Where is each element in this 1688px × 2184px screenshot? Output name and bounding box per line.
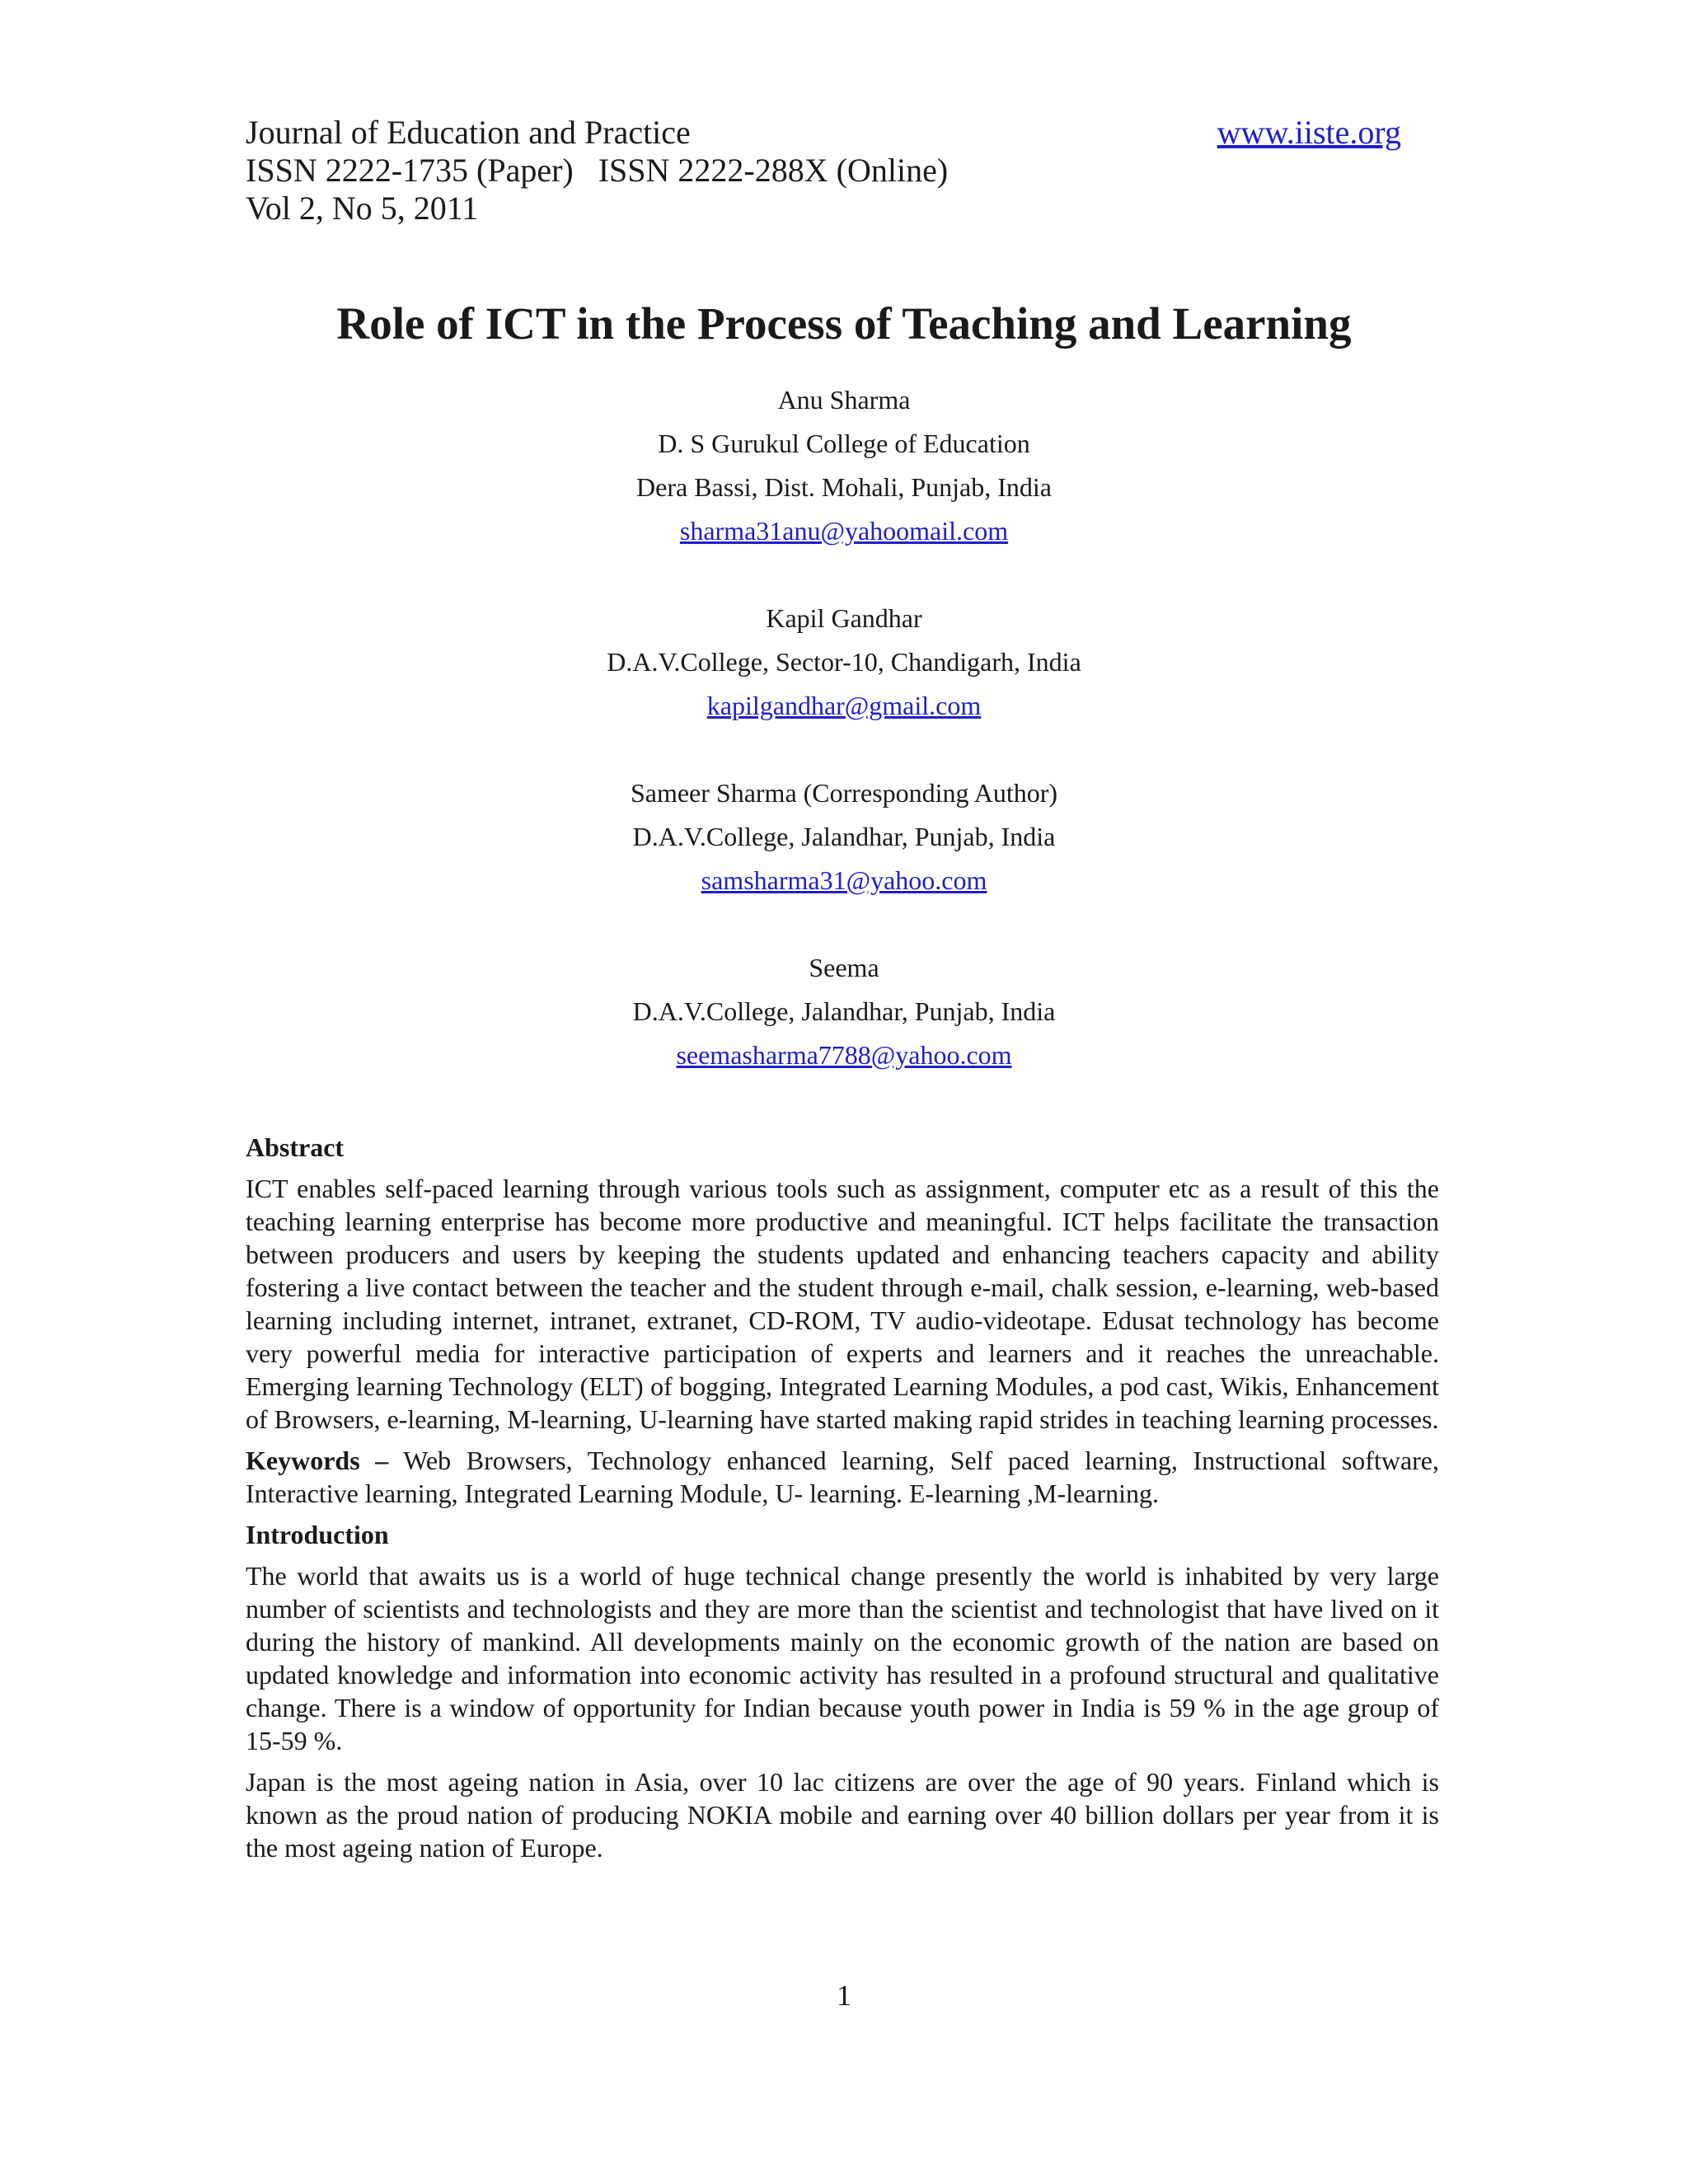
issn-paper: ISSN 2222-1735 (Paper) bbox=[246, 152, 574, 189]
keywords-label: Keywords – bbox=[246, 1446, 389, 1475]
journal-name: Journal of Education and Practice bbox=[246, 114, 691, 151]
introduction-heading: Introduction bbox=[246, 1520, 389, 1549]
journal-website-link[interactable]: www.iiste.org bbox=[1217, 114, 1401, 151]
author-list bbox=[0, 378, 1688, 1077]
abstract-text: ICT enables self-paced learning through various tools such as assignment, computer etc as a result of this the teaching learning enterprise has become more productive and meaningful. ICT helps facilitate the transaction between producers and users by keeping the students updated and enhancing teachers capacity and ability fostering a live contact between the teacher and the student through e-mail, chalk session, e-learning, web-based learning including internet, intranet, extranet, CD-ROM, TV audio-videotape. Edusat technology has become very powerful media for interactive participation of experts and learners and it reaches the unreachable. Emerging learning Technology (ELT) of bogging, Integrated Learning Modules, a pod cast, Wikis, Enhancement of Browsers, e-learning, M-learning, U-learning have started making rapid strides in teaching learning processes. bbox=[246, 1174, 1439, 1434]
volume-info: Vol 2, No 5, 2011 bbox=[246, 190, 479, 227]
author-block bbox=[0, 378, 1688, 553]
author-block bbox=[0, 946, 1688, 1077]
author-affiliation: D.A.V.College, Sector-10, Chandigarh, India bbox=[607, 647, 1081, 677]
author-email-link[interactable]: sharma31anu@yahoomail.com bbox=[679, 516, 1009, 546]
author-name: Seema bbox=[809, 953, 879, 982]
paper-body bbox=[246, 1131, 1439, 1872]
author-email-link[interactable]: samsharma31@yahoo.com bbox=[701, 865, 987, 895]
keywords-text: Web Browsers, Technology enhanced learning, Self paced learning, Instructional software, Interactive learning, Integrated Learning Module, U- learning. E-learning ,M-learning. bbox=[246, 1446, 1440, 1508]
author-affiliation: Dera Bassi, Dist. Mohali, Punjab, India bbox=[636, 472, 1052, 502]
author-email-link[interactable]: seemasharma7788@yahoo.com bbox=[676, 1040, 1012, 1070]
paper-title: Role of ICT in the Process of Teaching and Learning bbox=[336, 298, 1352, 349]
author-affiliation: D. S Gurukul College of Education bbox=[658, 429, 1030, 458]
author-affiliation: D.A.V.College, Jalandhar, Punjab, India bbox=[632, 822, 1056, 851]
author-block bbox=[0, 771, 1688, 902]
introduction-paragraph: Japan is the most ageing nation in Asia, over 10 lac citizens are over the age of 90 years. Finland which is known as the proud nation of producing NOKIA mobile and earning over 40 billion dollars per year from it is the most ageing nation of Europe. bbox=[246, 1767, 1439, 1863]
introduction-paragraph: The world that awaits us is a world of huge technical change presently the world is inhabited by very large number of scientists and technologists and they are more than the scientist and technologist that have lived on it during the history of mankind. All developments mainly on the economic growth of the nation are based on updated knowledge and information into economic activity has resulted in a profound structural and qualitative change. There is a window of opportunity for Indian because youth power in India is 59 % in the age group of 15-59 %. bbox=[246, 1561, 1439, 1755]
author-name: Kapil Gandhar bbox=[766, 603, 922, 633]
author-name: Anu Sharma bbox=[777, 385, 911, 415]
keywords-paragraph bbox=[246, 1444, 1439, 1510]
author-affiliation: D.A.V.College, Jalandhar, Punjab, India bbox=[632, 996, 1056, 1026]
author-email-link[interactable]: kapilgandhar@gmail.com bbox=[706, 691, 982, 720]
abstract-heading: Abstract bbox=[246, 1132, 345, 1162]
author-name: Sameer Sharma (Corresponding Author) bbox=[630, 778, 1058, 808]
page-number: 1 bbox=[837, 1979, 851, 2012]
journal-header bbox=[246, 114, 1401, 227]
issn-online: ISSN 2222-288X (Online) bbox=[598, 152, 949, 189]
author-block bbox=[0, 597, 1688, 728]
